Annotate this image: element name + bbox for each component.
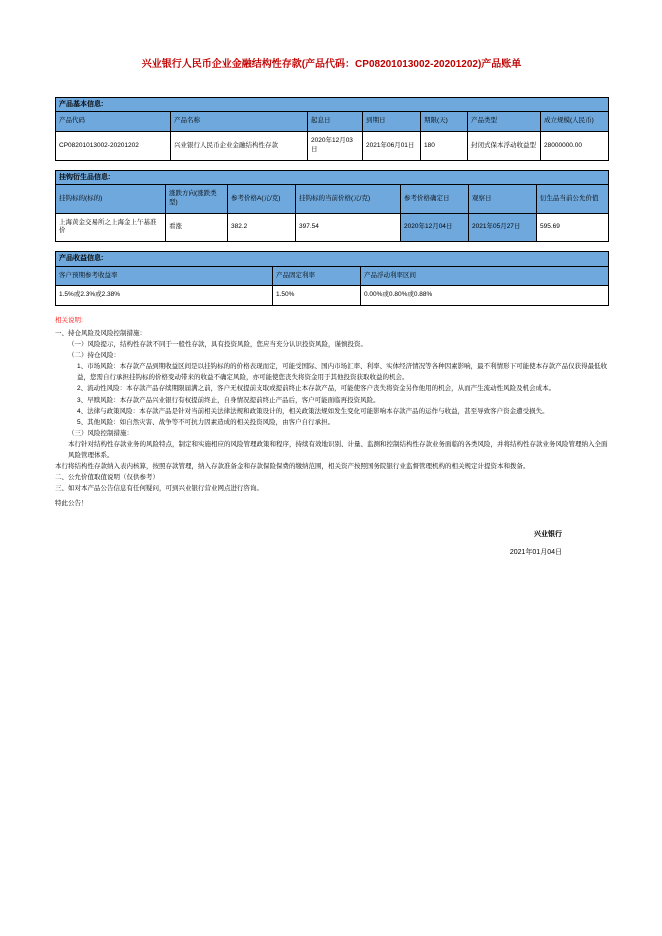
note-risk-control-1: 本行针对结构性存款业务的风险特点，制定和实施相应的风险管理政策和程序，持续有效地识别、计量、监测和控制结构性存款业务面临的各类风险，并将结构性存款业务风险管理纳入全面风险管理体系。: [68, 440, 608, 459]
basic-info-section-title: 产品基本信息:: [56, 98, 609, 112]
note-holding-risk-heading: （二）持仓风险：: [68, 352, 120, 360]
income-section-row: [56, 252, 609, 266]
cell-underlying: 上海黄金交易所之上海金上午基准价: [56, 213, 166, 242]
header-product-name: 产品名称: [171, 112, 308, 132]
cell-expected-yield: 1.5%或2.3%或2.38%: [56, 286, 273, 306]
note-announcement: 特此公告！: [55, 499, 88, 507]
cell-reference-price: 382.2: [228, 213, 296, 242]
header-expected-yield: 客户预期参考收益率: [56, 266, 273, 286]
header-maturity-date: 到期日: [363, 112, 421, 132]
derivative-section-title: 挂钩衍生品信息:: [56, 170, 609, 184]
income-info-table: [55, 251, 609, 306]
signature-block: [55, 529, 608, 558]
cell-issue-size: 28000000.00: [541, 132, 609, 161]
derivative-header-row: [56, 185, 609, 214]
header-current-price: 挂钩标的当前价格(元/克): [296, 185, 401, 214]
signature-date: 2021年01月04日: [509, 549, 562, 557]
basic-info-data-row: [56, 132, 609, 161]
cell-current-price: 397.54: [296, 213, 401, 242]
cell-product-type: 封闭式保本浮动收益型: [468, 132, 541, 161]
note-market-risk: 1、市场风险：本存款产品到期收益区间是以挂钩标的的价格表现而定，可能受国际、国内市场汇率、利率、实体经济情况等各种因素影响，最不利情形下可能使本存款产品仅获得最低收益，您需自行承担挂钩标的价格变动带来的收益不确定风险，亦可能使您丧失将资金用于其他投资获取收益的机会。: [77, 363, 608, 382]
header-floating-rate-range: 产品浮动利率区间: [361, 266, 609, 286]
basic-info-table: [55, 97, 609, 161]
cell-floating-rate-range: 0.00%或0.80%或0.88%: [361, 286, 609, 306]
header-observation-date: 观察日: [469, 185, 537, 214]
note-risk-control-heading: （三）风险控制措施：: [68, 429, 133, 437]
note-risk-control-2: 本行将结构性存款纳入表内核算，按照存款管理，纳入存款准备金和存款保险保费的缴纳范围，相关资产按照国务院银行业监督管理机构的相关规定计提资本和拨备。: [55, 462, 530, 470]
note-liquidity-risk: 2、流动性风险：本存款产品存续期限届满之前，客户无权提前支取或提前终止本存款产品，可能使客户丧失将资金另作他用的机会，从而产生流动性风险及机会成本。: [77, 385, 556, 393]
header-product-code: 产品代码: [56, 112, 171, 132]
income-section-title: 产品收益信息:: [56, 252, 609, 266]
note-risk-section-heading: 一、持仓风险及风险控制措施：: [55, 330, 146, 338]
note-fair-value-statement: 二、公允价值取值说明（仅供参考）: [55, 473, 159, 481]
header-product-type: 产品类型: [468, 112, 541, 132]
cell-maturity-date: 2021年06月01日: [363, 132, 421, 161]
header-direction: 涨跌方向(涨跌类型): [166, 185, 228, 214]
basic-info-header-row: [56, 112, 609, 132]
cell-observation-date: 2021年05月27日: [469, 213, 537, 242]
note-risk-tip: （一）风险提示，结构性存款不同于一般性存款，具有投资风险，您应当充分认识投资风险，谨慎投资。: [68, 341, 367, 349]
cell-product-code: CP08201013002-20201202: [56, 132, 171, 161]
derivative-data-row: [56, 213, 609, 242]
note-legal-policy-risk: 4、法律与政策风险：本存款产品是针对当前相关法律法规和政策设计的，相关政策法规如发生变化可能影响本存款产品的运作与收益，甚至导致客户资金遭受损失。: [77, 407, 549, 415]
income-data-row: [56, 286, 609, 306]
header-reference-price: 参考价格A(元/克): [228, 185, 296, 214]
derivative-info-table: [55, 170, 609, 243]
signature-bank-name: 兴业银行: [534, 531, 562, 538]
cell-reference-price-date: 2020年12月04日: [401, 213, 469, 242]
header-fixed-rate: 产品固定利率: [273, 266, 361, 286]
cell-value-date: 2020年12月03日: [308, 132, 363, 161]
notes-section: [55, 315, 608, 509]
header-value-date: 起息日: [308, 112, 363, 132]
note-early-redemption-risk: 3、早赎风险：本存款产品兴业银行有权提前终止，自身情况提前终止产品后，客户可能面临再投资风险。: [77, 396, 380, 404]
header-term-days: 期限(天): [421, 112, 468, 132]
basic-info-section-row: [56, 98, 609, 112]
header-fair-value: 衍生品当前公允价值: [537, 185, 609, 214]
cell-direction: 看涨: [166, 213, 228, 242]
notes-label: 相关说明:: [55, 317, 83, 325]
income-header-row: [56, 266, 609, 286]
header-issue-size: 成立规模(人民币): [541, 112, 609, 132]
note-other-risk: 5、其他风险：如自然灾害、战争等不可抗力因素造成的相关投资风险，由客户自行承担。: [77, 418, 335, 426]
derivative-section-row: [56, 170, 609, 184]
header-reference-price-date: 参考价格确定日: [401, 185, 469, 214]
cell-term-days: 180: [421, 132, 468, 161]
cell-product-name: 兴业银行人民币企业金融结构性存款: [171, 132, 308, 161]
cell-fixed-rate: 1.50%: [273, 286, 361, 306]
header-underlying: 挂钩标的(标的): [56, 185, 166, 214]
note-inquiry-statement: 三、如对本产品公告信息有任何疑问，可到兴业银行营业网点进行咨询。: [55, 484, 263, 492]
page-title: 兴业银行人民币企业金融结构性存款(产品代码：CP08201013002-20201202)产品账单: [141, 59, 522, 70]
cell-fair-value: 595.69: [537, 213, 609, 242]
